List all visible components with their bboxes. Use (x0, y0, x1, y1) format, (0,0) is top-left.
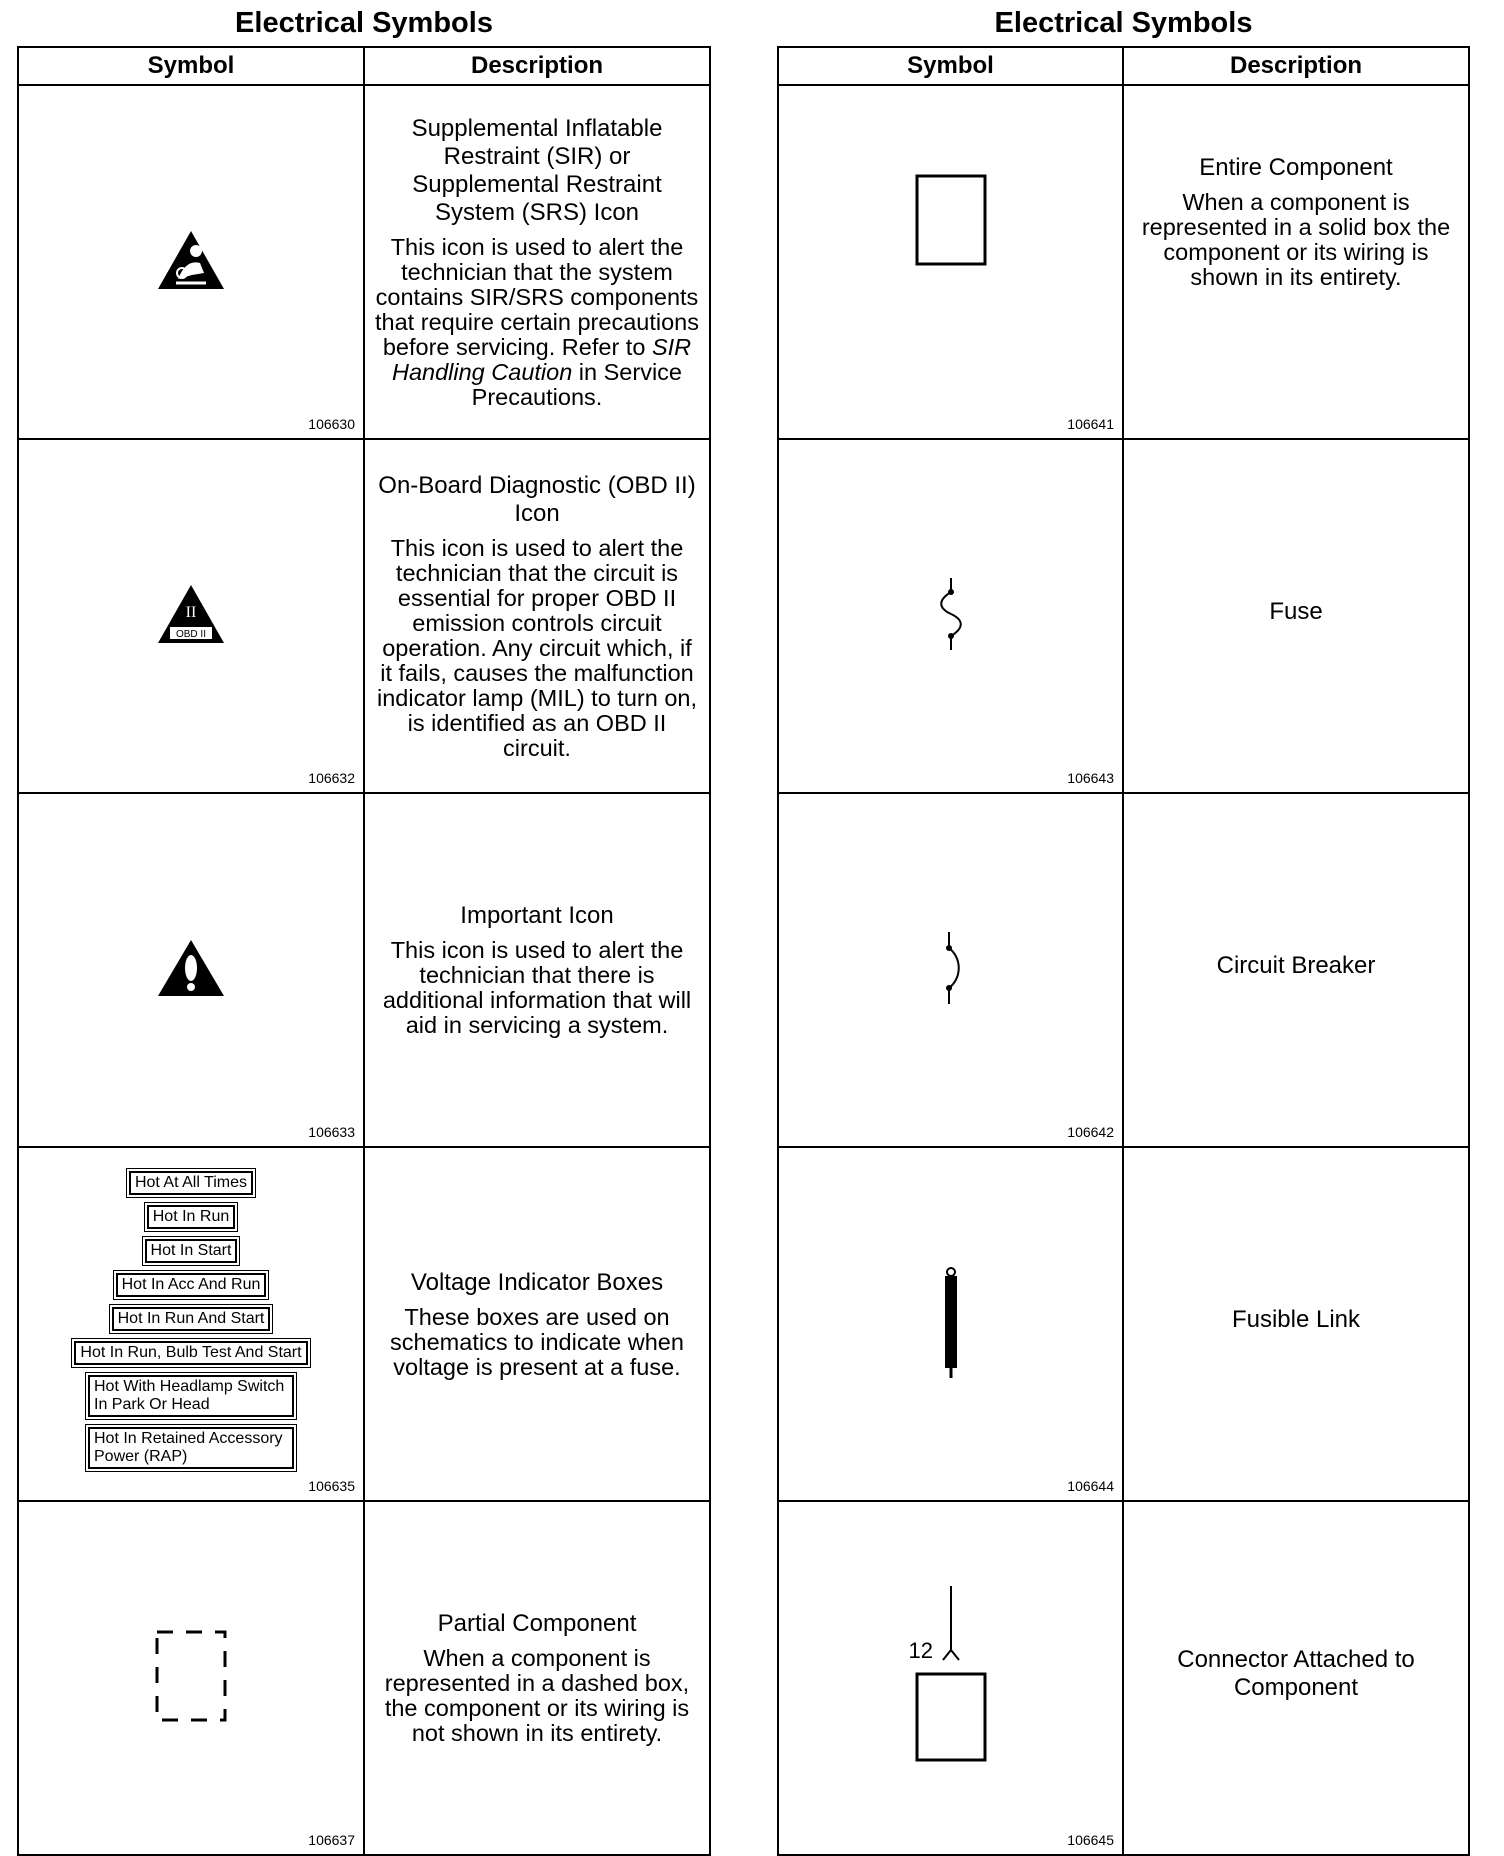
table-row (778, 793, 1469, 1147)
voltage-indicator-box: Hot With Headlamp Switch In Park Or Head (88, 1375, 294, 1417)
description-cell (1123, 439, 1469, 793)
symbol-cell (18, 1147, 364, 1501)
description-title: Partial Component (437, 1610, 637, 1637)
left-symbol-panel (17, 0, 711, 1856)
table-row (18, 439, 710, 793)
warning-triangle-icon (156, 938, 226, 1003)
panel-title: Electrical Symbols (994, 7, 1253, 39)
table-row (778, 439, 1469, 793)
table-row (18, 1501, 710, 1855)
description-body: This icon is used to alert the technician that there is additional information that will aid in servicing a system. (382, 937, 692, 1038)
figure-number: 106642 (1067, 1124, 1114, 1140)
description-title: Voltage Indicator Boxes (410, 1268, 664, 1296)
symbol-column-header: Symbol (18, 47, 364, 85)
right-symbol-panel (777, 0, 1470, 1856)
symbol-cell (778, 439, 1123, 793)
caution-reference: SIR Handling Caution (391, 333, 692, 385)
figure-number: 106632 (308, 770, 355, 786)
table-row (18, 793, 710, 1147)
obd-ii-icon (156, 583, 226, 650)
description-cell (1123, 85, 1469, 439)
description-body: When a component is represented in a solid box the component or its wiring is shown in its entirety. (1141, 189, 1451, 290)
symbol-cell (778, 1147, 1123, 1501)
description-title: Fusible Link (1231, 1306, 1361, 1333)
description-cell (364, 1147, 710, 1501)
voltage-indicator-box: Hot At All Times (129, 1171, 253, 1195)
description-column-header: Description (364, 47, 710, 85)
figure-number: 106637 (308, 1832, 355, 1848)
description-body: When a component is represented in a dashed box, the component or its wiring is not shown in its entirety. (384, 1645, 690, 1746)
description-body: These boxes are used on schematics to indicate when voltage is present at a fuse. (390, 1303, 684, 1380)
voltage-indicator-box: Hot In Run And Start (112, 1307, 271, 1331)
figure-number: 106633 (308, 1124, 355, 1140)
description-title: Supplemental Inflatable Restraint (SIR) or Supplemental Restraint System (SRS) Icon (411, 114, 663, 226)
description-text: This icon is used to alert the technician that the system contains SIR/SRS components that require certain precautions before servicing. Refer to (375, 233, 699, 360)
description-text: in Service Precautions. (471, 358, 682, 410)
dashed-box-icon (153, 1628, 229, 1729)
description-cell (364, 85, 710, 439)
symbol-cell (18, 1501, 364, 1855)
description-title: Important Icon (460, 902, 614, 929)
symbol-cell (18, 85, 364, 439)
figure-number: 106643 (1067, 770, 1114, 786)
table-row (18, 1147, 710, 1501)
description-title: Fuse (1269, 598, 1323, 625)
symbol-table (777, 46, 1470, 1856)
table-row (778, 85, 1469, 439)
fuse-icon (936, 578, 966, 655)
voltage-indicator-box: Hot In Acc And Run (116, 1273, 267, 1297)
description-cell (364, 793, 710, 1147)
description-block (1134, 154, 1458, 290)
fusible-link-icon (939, 1266, 963, 1383)
symbol-cell (18, 793, 364, 1147)
symbol-cell (778, 1501, 1123, 1855)
description-column-header: Description (1123, 47, 1469, 85)
description-cell (364, 1501, 710, 1855)
figure-number: 106641 (1067, 416, 1114, 432)
description-body: This icon is used to alert the technician that the circuit is essential for proper OBD II emission controls circuit operation. Any circuit which, if it fails, causes the malfunction indicator lamp (MIL) to turn on, is identified as an OBD II circuit. (377, 534, 697, 761)
obd-icon-label: OBD II (175, 628, 207, 640)
figure-number: 106630 (308, 416, 355, 432)
table-row (778, 1147, 1469, 1501)
voltage-indicator-box: Hot In Start (145, 1239, 238, 1263)
connector-pin-number: 12 (908, 1637, 933, 1663)
voltage-indicator-box: Hot In Run, Bulb Test And Start (74, 1341, 307, 1365)
description-title: Entire Component (1199, 154, 1393, 181)
figure-number: 106645 (1067, 1832, 1114, 1848)
solid-box-icon (915, 174, 987, 271)
description-cell (364, 439, 710, 793)
description-title: Connector Attached to Component (1177, 1646, 1415, 1701)
description-cell (1123, 793, 1469, 1147)
circuit-breaker-icon (936, 932, 966, 1009)
voltage-box-list (19, 1169, 363, 1471)
sir-airbag-icon (156, 229, 226, 296)
obd-icon-numeral: II (185, 603, 197, 621)
table-row (18, 85, 710, 439)
description-cell (1123, 1501, 1469, 1855)
figure-number: 106644 (1067, 1478, 1114, 1494)
table-row (778, 1501, 1469, 1855)
description-cell (1123, 1147, 1469, 1501)
symbol-cell (18, 439, 364, 793)
symbol-table (17, 46, 711, 1856)
voltage-indicator-box: Hot In Run (147, 1205, 235, 1229)
voltage-indicator-box: Hot In Retained Accessory Power (RAP) (88, 1427, 294, 1469)
panel-title: Electrical Symbols (235, 7, 493, 39)
connector-component-icon (891, 1586, 1011, 1771)
description-title: Circuit Breaker (1216, 952, 1376, 979)
table-header-row (18, 47, 710, 85)
description-title: On-Board Diagnostic (OBD II) Icon (378, 471, 696, 527)
symbol-cell (778, 85, 1123, 439)
symbol-column-header: Symbol (778, 47, 1123, 85)
figure-number: 106635 (308, 1478, 355, 1494)
table-header-row (778, 47, 1469, 85)
symbol-cell (778, 793, 1123, 1147)
description-body (375, 235, 699, 410)
